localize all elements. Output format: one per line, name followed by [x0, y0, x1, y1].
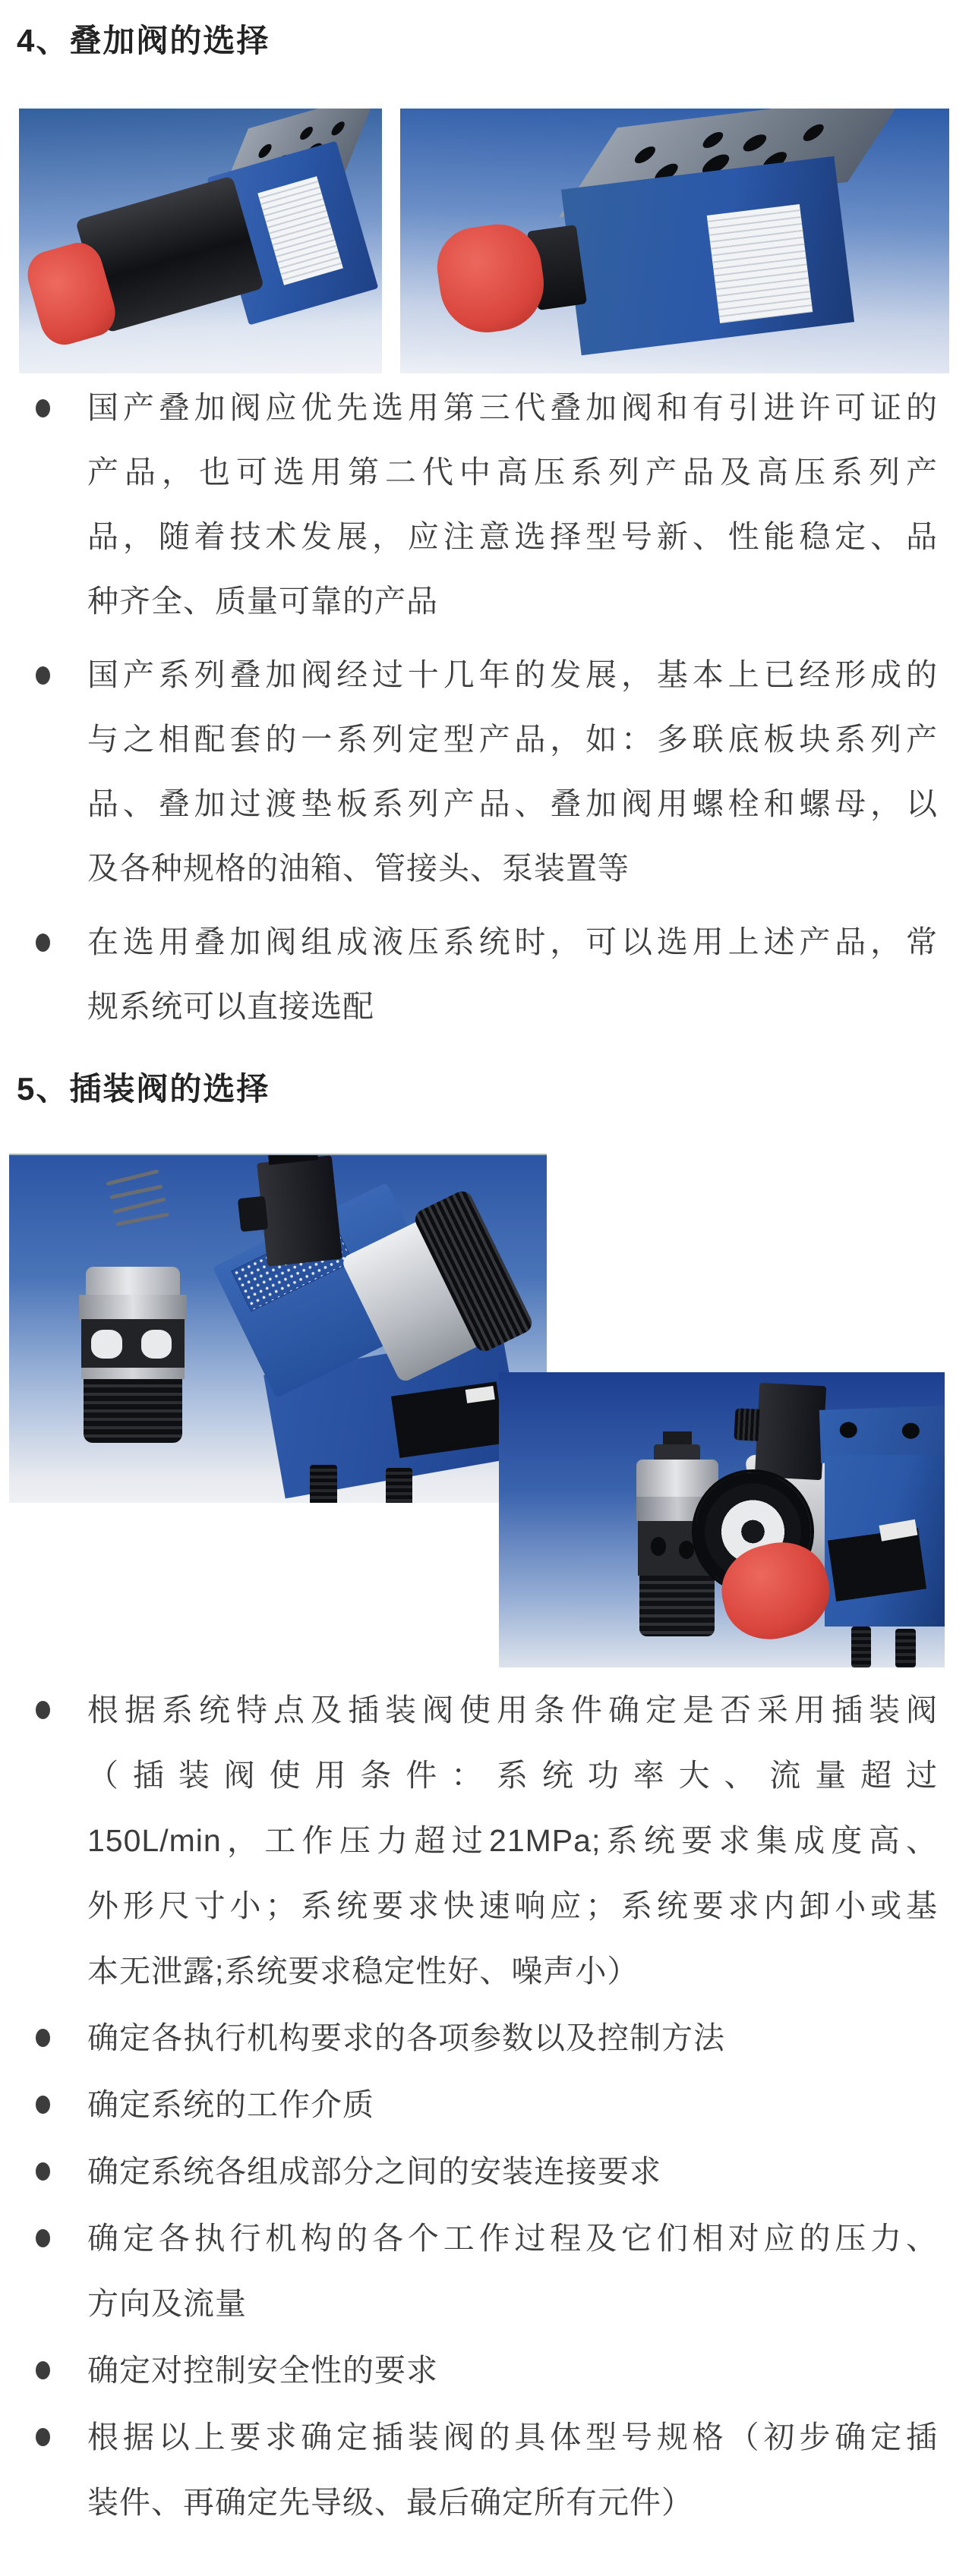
cartridge-thread — [639, 1576, 715, 1637]
bullet-marker-icon — [36, 934, 50, 952]
bullet-item — [34, 643, 938, 901]
cable-connector — [755, 1382, 826, 1480]
bullet-line: 国产系列叠加阀经过十几年的发展，基本上已经形成的 — [87, 657, 938, 692]
bullet-item — [34, 1677, 938, 2004]
flow-window — [91, 1330, 122, 1358]
bullet-line: 及各种规格的油箱、管接头、泵装置等 — [87, 851, 630, 886]
bullet-marker-icon — [36, 2029, 50, 2047]
mounting-bolt — [310, 1465, 336, 1503]
bolt-hole — [839, 1422, 857, 1438]
cable-gland — [734, 1408, 762, 1441]
bullet-line: 规系统可以直接选配 — [87, 989, 374, 1024]
valve-body-block — [825, 1455, 945, 1627]
port-hole — [298, 126, 314, 142]
bullet-line: 确定各执行机构的各个工作过程及它们相对应的压力、 — [87, 2221, 938, 2256]
port-hole — [631, 146, 659, 164]
product-photo-stack-valve-right — [400, 109, 949, 373]
valve-body-block — [561, 156, 854, 355]
bullet-line: 外形尺寸小；系统要求快速响应；系统要求内卸小或基 — [87, 1888, 938, 1923]
bullet-line: 品，随着技术发展，应注意选择型号新、性能稳定、品 — [87, 519, 938, 554]
bullet-line: 产品，也可选用第二代中高压系列产品及高压系列产 — [87, 455, 938, 490]
bullet-item — [34, 910, 938, 1039]
cartridge-ring — [81, 1368, 185, 1379]
coil-ribbed-ring — [412, 1188, 536, 1355]
bullet-marker-icon — [36, 2361, 50, 2379]
bullet-line: 方向及流量 — [87, 2286, 247, 2321]
cartridge-band — [79, 1295, 187, 1321]
bullet-line: 确定各执行机构要求的各项参数以及控制方法 — [87, 2020, 725, 2055]
cable-gland — [238, 1195, 268, 1231]
bullet-line: 确定对控制安全性的要求 — [87, 2353, 438, 2388]
label-sticker — [465, 1386, 495, 1403]
bullet-marker-icon — [36, 399, 50, 417]
cartridge-collar — [86, 1267, 181, 1297]
bolt-hole — [902, 1422, 920, 1439]
cartridge-collar — [636, 1460, 718, 1497]
port-hole — [800, 124, 828, 142]
bullet-marker-icon — [36, 2162, 50, 2181]
connector-screw — [267, 1154, 318, 1165]
cartridge-thread — [84, 1379, 182, 1443]
cartridge-valve-insert — [79, 1267, 187, 1454]
bullet-marker-icon — [36, 2229, 50, 2247]
section-5-heading: 5、插装阀的选择 — [17, 1071, 270, 1107]
label-sticker — [879, 1519, 917, 1541]
bullet-line: 国产叠加阀应优先选用第三代叠加阀和有引进许可证的 — [87, 390, 938, 425]
bullet-marker-icon — [36, 2096, 50, 2114]
bullet-line: 种齐全、质量可靠的产品 — [87, 584, 438, 619]
port-hole — [330, 121, 346, 137]
bullet-item — [34, 376, 938, 634]
bullet-item — [34, 2005, 938, 2071]
mounting-bolt — [851, 1627, 871, 1667]
bullet-line: 在选用叠加阀组成液压系统时，可以选用上述产品，常 — [87, 924, 938, 959]
cable-connector — [257, 1155, 342, 1267]
bullet-line: 根据以上要求确定插装阀的具体型号规格（初步确定插 — [87, 2420, 938, 2455]
mounting-bolt — [895, 1629, 915, 1667]
cartridge-sleeve — [81, 1319, 185, 1370]
spring — [112, 1198, 166, 1214]
port-hole — [699, 131, 727, 149]
section-4-bullet-list — [34, 376, 938, 1048]
bullet-line: 品、叠加过渡垫板系列产品、叠加阀用螺栓和螺母，以 — [87, 786, 938, 821]
bullet-line: 装件、再确定先导级、最后确定所有元件） — [87, 2485, 693, 2520]
bullet-line: 与之相配套的一系列定型产品，如：多联底板块系列产 — [87, 722, 938, 757]
section-4-heading: 4、叠加阀的选择 — [17, 23, 270, 58]
section-5-bullet-list — [34, 1677, 938, 2537]
mounting-bolt — [386, 1468, 412, 1503]
nameplate-label — [707, 204, 813, 323]
bullet-item — [34, 2338, 938, 2403]
flow-hole — [651, 1537, 667, 1555]
spring — [109, 1184, 163, 1199]
flow-window — [141, 1330, 172, 1358]
port-hole — [740, 134, 770, 153]
bullet-marker-icon — [36, 1701, 50, 1719]
port-hole — [257, 143, 273, 159]
bullet-line: （插装阀使用条件：系统功率大、流量超过 — [87, 1758, 938, 1793]
product-photo-stack-valve-left — [19, 109, 382, 373]
product-photo-cartridge-valve-right — [499, 1372, 945, 1667]
spring — [106, 1170, 159, 1186]
nameplate-label — [391, 1382, 505, 1459]
nameplate-label — [828, 1528, 927, 1601]
product-photo-cartridge-valve-left — [9, 1154, 547, 1503]
bullet-item — [34, 2206, 938, 2336]
bullet-item — [34, 2139, 938, 2204]
bullet-line: 确定系统各组成部分之间的安装连接要求 — [87, 2154, 661, 2189]
bullet-marker-icon — [36, 2428, 50, 2446]
bullet-marker-icon — [36, 666, 50, 685]
bullet-line: 150L/min，工作压力超过21MPa;系统要求集成度高、 — [87, 1823, 938, 1858]
flow-hole — [679, 1541, 695, 1559]
bullet-item — [34, 2072, 938, 2137]
bullet-line: 根据系统特点及插装阀使用条件确定是否采用插装阀 — [87, 1693, 938, 1727]
bullet-item — [34, 2404, 938, 2535]
bullet-line: 确定系统的工作介质 — [87, 2087, 374, 2122]
bullet-line: 本无泄露;系统要求稳定性好、噪声小） — [87, 1954, 639, 1989]
spring — [115, 1213, 169, 1227]
